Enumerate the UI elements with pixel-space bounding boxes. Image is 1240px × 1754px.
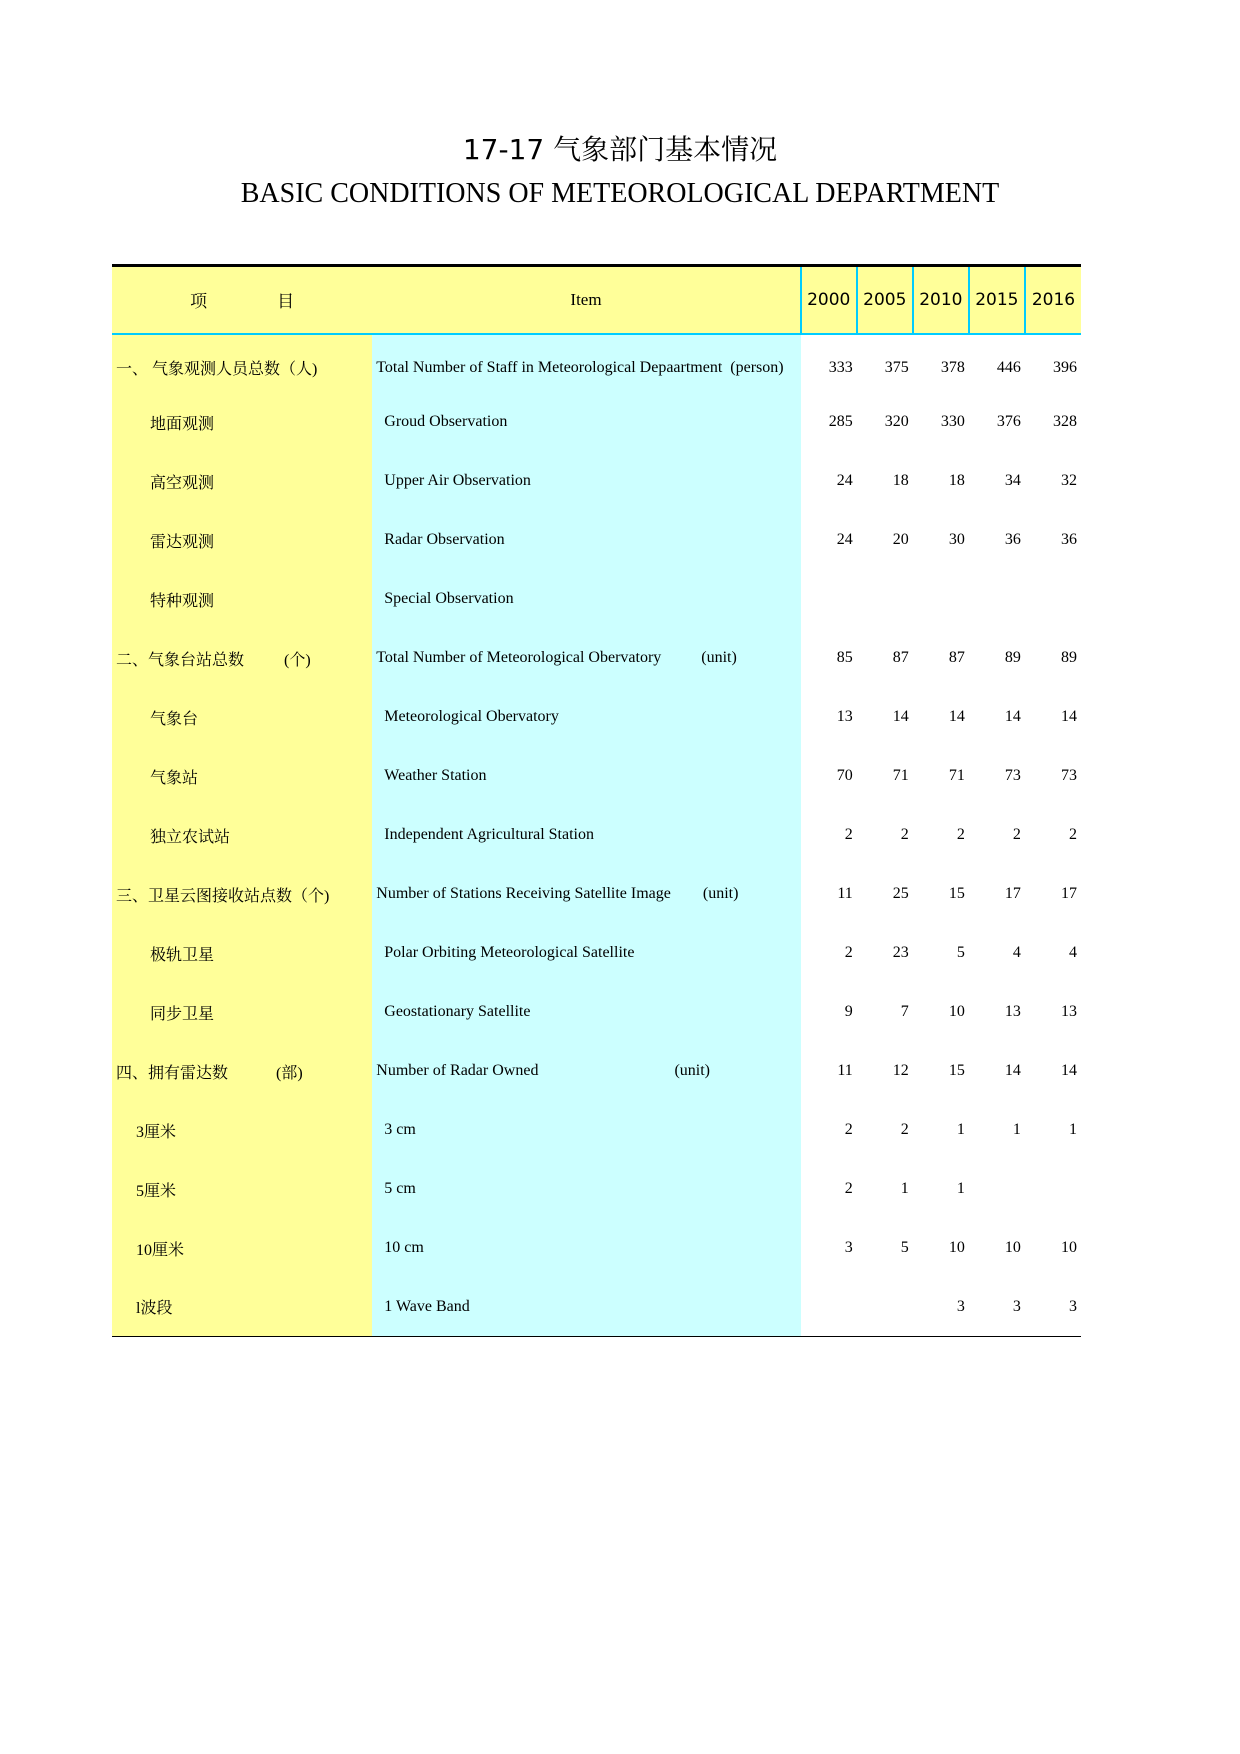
page-title-chinese: 17-17 气象部门基本情况 <box>462 133 778 166</box>
cell-value: 11 <box>837 885 853 902</box>
cell-value: 73 <box>1004 767 1021 784</box>
cell-value: 85 <box>836 649 853 666</box>
header-year: 2000 <box>801 266 857 334</box>
cell-value: 2 <box>1012 826 1021 843</box>
row-label-en: Total Number of Staff in Meteorological Depaartment (person) <box>372 334 800 393</box>
table-row <box>112 806 1081 865</box>
row-label-en: Meteorological Obervatory <box>372 688 800 747</box>
cell-value: 36 <box>1061 531 1077 548</box>
cell-value: 71 <box>892 767 909 784</box>
table-row <box>112 511 1081 570</box>
row-label-en: 10 cm <box>372 1219 800 1278</box>
cell-value: 14 <box>1061 708 1077 725</box>
cell-value: 375 <box>884 358 909 376</box>
cell-value: 330 <box>940 413 965 430</box>
cell-value: 9 <box>844 1003 853 1020</box>
row-label-cn: 四、拥有雷达数 (部) <box>112 1042 372 1101</box>
cell-value: 34 <box>1004 472 1021 489</box>
cell-value <box>969 570 1025 629</box>
row-label-cn: 高空观测 <box>112 452 372 511</box>
cell-value: 333 <box>828 358 853 376</box>
cell-value: 1 <box>956 1180 965 1197</box>
table-row <box>112 629 1081 688</box>
row-label-en: Radar Observation <box>372 511 800 570</box>
table-row <box>112 452 1081 511</box>
cell-value: 30 <box>948 531 965 548</box>
cell-value: 14 <box>1004 1062 1021 1079</box>
cell-value: 10 <box>948 1003 965 1020</box>
table-row <box>112 1219 1081 1278</box>
cell-value: 11 <box>837 1062 853 1079</box>
cell-value <box>969 1160 1025 1219</box>
cell-value: 89 <box>1004 649 1021 666</box>
cell-value: 87 <box>892 649 909 666</box>
cell-value: 18 <box>892 472 909 489</box>
cell-value <box>857 570 913 629</box>
row-label-cn: 地面观测 <box>112 393 372 452</box>
cell-value: 2 <box>956 826 965 843</box>
row-label-en: Special Observation <box>372 570 800 629</box>
cell-value: 378 <box>940 358 965 376</box>
cell-value: 32 <box>1061 472 1077 489</box>
cell-value: 3 <box>969 1278 1025 1337</box>
cell-value: 10 <box>1004 1239 1021 1256</box>
cell-value: 87 <box>948 649 965 666</box>
page-title-english: BASIC CONDITIONS OF METEOROLOGICAL DEPARTMENT <box>240 178 1000 209</box>
cell-value: 13 <box>1004 1003 1021 1020</box>
cell-value: 2 <box>844 826 853 843</box>
cell-value: 25 <box>892 885 909 902</box>
cell-value <box>1025 570 1081 629</box>
row-label-en: Weather Station <box>372 747 800 806</box>
header-year: 2015 <box>969 266 1025 334</box>
row-label-en: Independent Agricultural Station <box>372 806 800 865</box>
row-label-cn: 特种观测 <box>112 570 372 629</box>
cell-value: 14 <box>1004 708 1021 725</box>
cell-value <box>913 570 969 629</box>
cell-value: 73 <box>1061 767 1077 784</box>
cell-value: 70 <box>836 767 853 784</box>
cell-value: 5 <box>956 944 965 961</box>
cell-value: 15 <box>948 885 965 902</box>
row-label-en: Groud Observation <box>372 393 800 452</box>
table-row <box>112 1101 1081 1160</box>
cell-value: 18 <box>948 472 965 489</box>
cell-value: 24 <box>836 531 853 548</box>
cell-value: 12 <box>892 1062 909 1079</box>
row-label-cn: 气象站 <box>112 747 372 806</box>
row-label-cn: 气象台 <box>112 688 372 747</box>
header-year: 2005 <box>857 266 913 334</box>
cell-value: 2 <box>900 1121 909 1138</box>
table-row <box>112 924 1081 983</box>
cell-value: 3 <box>1025 1278 1081 1337</box>
row-label-en: Geostationary Satellite <box>372 983 800 1042</box>
row-label-en: Polar Orbiting Meteorological Satellite <box>372 924 800 983</box>
table-row <box>112 747 1081 806</box>
cell-value: 396 <box>1053 358 1077 376</box>
cell-value: 10 <box>948 1239 965 1256</box>
cell-value: 3 <box>844 1239 853 1256</box>
cell-value: 17 <box>1004 885 1021 902</box>
row-label-en: Total Number of Meteorological Obervatory (unit) <box>372 629 800 688</box>
cell-value: 17 <box>1061 885 1077 902</box>
cell-value: 1 <box>956 1121 965 1138</box>
row-label-cn: 独立农试站 <box>112 806 372 865</box>
table-row <box>112 688 1081 747</box>
header-item-cn <box>112 266 372 334</box>
table-row <box>112 1278 1081 1337</box>
cell-value: 4 <box>1012 944 1021 961</box>
row-label-cn: 5厘米 <box>112 1160 372 1219</box>
cell-value: 1 <box>1069 1121 1077 1138</box>
cell-value: 2 <box>844 1121 853 1138</box>
header-year: 2016 <box>1025 266 1081 334</box>
table-row <box>112 334 1081 393</box>
cell-value: 14 <box>892 708 909 725</box>
cell-value: 89 <box>1061 649 1077 666</box>
cell-value: 3 <box>913 1278 969 1337</box>
cell-value: 23 <box>892 944 909 961</box>
row-label-cn: 一、 气象观测人员总数（人) <box>112 334 372 393</box>
row-label-cn: 雷达观测 <box>112 511 372 570</box>
row-label-cn: 极轨卫星 <box>112 924 372 983</box>
meteorological-table <box>112 264 1081 1337</box>
cell-value: 2 <box>844 1180 853 1197</box>
table-row <box>112 983 1081 1042</box>
cell-value: 1 <box>900 1180 909 1197</box>
row-label-cn: 3厘米 <box>112 1101 372 1160</box>
row-label-cn: 三、卫星云图接收站点数（个) <box>112 865 372 924</box>
cell-value: 13 <box>1061 1003 1077 1020</box>
table-row <box>112 570 1081 629</box>
cell-value: 10 <box>1061 1239 1077 1256</box>
row-label-cn: 二、气象台站总数 (个) <box>112 629 372 688</box>
cell-value <box>801 1278 857 1337</box>
row-label-en: Number of Stations Receiving Satellite Image (unit) <box>372 865 800 924</box>
cell-value: 15 <box>948 1062 965 1079</box>
header-year: 2010 <box>913 266 969 334</box>
table-row <box>112 1042 1081 1101</box>
header-item-cn-1: 项 <box>190 292 208 312</box>
cell-value: 2 <box>844 944 853 961</box>
cell-value <box>801 570 857 629</box>
table-header-row <box>112 266 1081 334</box>
table-row <box>112 393 1081 452</box>
row-label-en: 5 cm <box>372 1160 800 1219</box>
cell-value: 36 <box>1004 531 1021 548</box>
row-label-en: Number of Radar Owned (unit) <box>372 1042 800 1101</box>
cell-value: 7 <box>900 1003 909 1020</box>
cell-value: 13 <box>836 708 853 725</box>
cell-value: 20 <box>892 531 909 548</box>
cell-value: 4 <box>1069 944 1077 961</box>
cell-value: 5 <box>900 1239 909 1256</box>
cell-value: 446 <box>996 358 1021 376</box>
cell-value: 14 <box>948 708 965 725</box>
cell-value: 24 <box>836 472 853 489</box>
header-item-cn-2: 目 <box>277 292 295 312</box>
cell-value: 320 <box>884 413 909 430</box>
row-label-cn: 10厘米 <box>112 1219 372 1278</box>
row-label-en: 3 cm <box>372 1101 800 1160</box>
row-label-en: Upper Air Observation <box>372 452 800 511</box>
row-label-cn: l波段 <box>112 1278 372 1337</box>
cell-value <box>857 1278 913 1337</box>
header-item-en: Item <box>372 266 800 334</box>
cell-value: 2 <box>900 826 909 843</box>
cell-value: 285 <box>828 413 853 430</box>
cell-value: 376 <box>996 413 1021 430</box>
cell-value: 328 <box>1053 413 1077 430</box>
table-row <box>112 1160 1081 1219</box>
row-label-en: 1 Wave Band <box>372 1278 800 1337</box>
cell-value: 2 <box>1069 826 1077 843</box>
cell-value <box>1025 1160 1081 1219</box>
cell-value: 71 <box>948 767 965 784</box>
table-row <box>112 865 1081 924</box>
row-label-cn: 同步卫星 <box>112 983 372 1042</box>
cell-value: 1 <box>1012 1121 1021 1138</box>
cell-value: 14 <box>1061 1062 1077 1079</box>
